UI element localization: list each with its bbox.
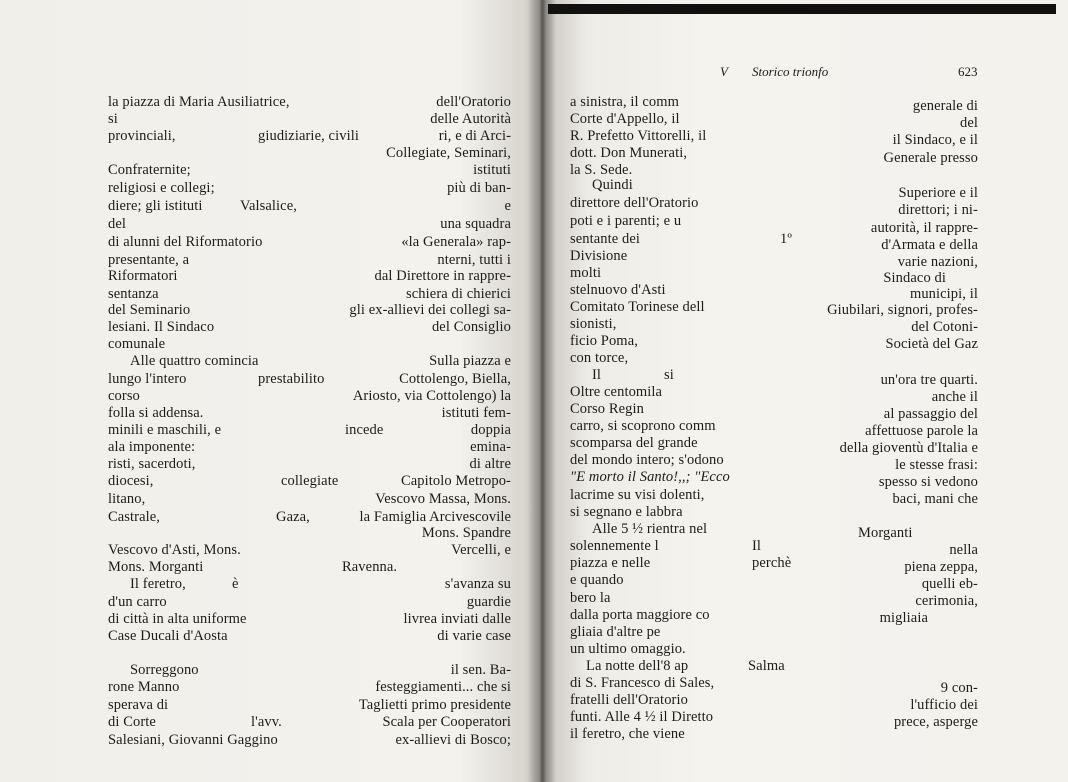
- text-line: istituti fem-: [441, 405, 511, 421]
- text-line: baci, mani che: [892, 491, 978, 507]
- text-line: le stesse frasi:: [895, 457, 978, 473]
- text-line: Scala per Cooperatori: [382, 714, 511, 730]
- text-line: sentante dei: [570, 231, 641, 247]
- text-line: Superiore e il: [898, 185, 978, 201]
- text-line: si segnano e labbra: [570, 504, 683, 520]
- text-line: Il: [592, 367, 602, 383]
- text-line: la Famiglia Arcivescovile: [359, 509, 511, 525]
- text-line: "E morto il Santo!,,; "Ecco: [570, 469, 730, 485]
- text-line: funti. Alle 4 ½ il Diretto: [570, 709, 714, 725]
- text-line: anche il: [931, 389, 978, 405]
- text-line: comunale: [108, 336, 166, 352]
- text-line: a sinistra, il comm: [570, 94, 680, 110]
- text-line: nella: [949, 542, 978, 558]
- text-line: generale di: [912, 98, 978, 114]
- text-line: R. Prefetto Vittorelli, il: [570, 128, 707, 144]
- text-line: Alle quattro comincia: [130, 353, 259, 369]
- text-line: direttore dell'Oratorio: [570, 195, 699, 211]
- text-line: di città in alta uniforme: [108, 611, 247, 627]
- header-part: V: [720, 64, 728, 79]
- header-title: Storico trionfo: [752, 64, 829, 79]
- text-line: Mons. Spandre: [421, 525, 511, 541]
- text-line: perchè: [752, 555, 792, 571]
- text-line: Salma: [748, 658, 785, 674]
- text-line: Sorreggono: [130, 662, 199, 678]
- text-line: rone Manno: [108, 679, 180, 695]
- text-line: 9 con-: [940, 680, 978, 696]
- text-line: collegiate: [281, 473, 339, 489]
- text-line: di S. Francesco di Sales,: [570, 675, 715, 691]
- text-line: Oltre centomila: [570, 384, 663, 400]
- text-line: solennemente l: [570, 538, 659, 554]
- text-line: Confraternite;: [108, 162, 191, 178]
- text-line: di varie case: [437, 628, 511, 644]
- text-line: diere; gli istituti: [108, 198, 203, 214]
- text-line: diocesi,: [108, 473, 154, 489]
- text-line: di Corte: [108, 714, 156, 730]
- text-line: fratelli dell'Oratorio: [570, 692, 688, 708]
- text-line: cerimonia,: [915, 593, 978, 609]
- text-line: il sen. Ba-: [450, 662, 511, 678]
- text-line: piazza e nelle: [570, 555, 651, 571]
- text-line: prece, asperge: [893, 714, 978, 730]
- text-line: Il feretro,: [130, 576, 186, 592]
- text-line: quelli eb-: [921, 576, 978, 592]
- text-line: Gaza,: [276, 509, 310, 525]
- text-line: delle Autorità: [430, 111, 511, 127]
- text-line: nterni, tutti i: [437, 252, 511, 268]
- text-line: si: [664, 367, 674, 383]
- text-line: un ultimo omaggio.: [570, 641, 686, 657]
- text-line: dal Direttore in rappre-: [374, 268, 511, 284]
- text-line: Vescovo Massa, Mons.: [375, 491, 511, 507]
- text-line: presentante, a: [108, 252, 190, 268]
- text-line: varie nazioni,: [897, 254, 978, 270]
- text-line: Case Ducali d'Aosta: [108, 628, 228, 644]
- text-line: La notte dell'8 ap: [586, 658, 689, 674]
- text-line: gliaia d'altre pe: [570, 624, 661, 640]
- text-line: è: [232, 576, 239, 592]
- text-line: Riformatori: [108, 268, 178, 284]
- text-line: ex-allievi di Bosco;: [395, 732, 511, 748]
- text-line: si: [108, 111, 118, 127]
- text-line: Morganti: [858, 525, 913, 541]
- text-line: d'Armata e della: [881, 237, 978, 253]
- text-line: sentanza: [108, 286, 159, 302]
- text-line: gli ex-allievi dei collegi sa-: [349, 302, 511, 318]
- text-line: dalla porta maggiore co: [570, 607, 710, 623]
- text-line: Divisione: [570, 248, 628, 264]
- text-line: di altre: [469, 456, 511, 472]
- text-line: della gioventù d'Italia e: [839, 440, 978, 456]
- text-line: autorità, il rappre-: [870, 220, 978, 236]
- text-line: del: [959, 115, 978, 131]
- text-line: giudiziarie, civili: [258, 128, 359, 144]
- page-number: 623: [958, 64, 978, 79]
- text-line: Corte d'Appello, il: [570, 111, 680, 127]
- text-line: il feretro, che viene: [570, 726, 685, 742]
- book-gutter: [528, 0, 556, 782]
- text-line: migliaia: [879, 610, 928, 626]
- text-line: Quindi: [592, 177, 633, 193]
- text-line: 1º: [780, 231, 792, 247]
- text-line: «la Generala» rap-: [401, 234, 511, 250]
- text-line: religiosi e collegi;: [108, 180, 215, 196]
- text-line: l'avv.: [251, 714, 282, 730]
- text-line: direttori; i ni-: [898, 202, 978, 218]
- text-line: prestabilito: [258, 371, 325, 387]
- text-line: l'ufficio dei: [910, 697, 978, 713]
- text-line: stelnuovo d'Asti: [570, 282, 666, 298]
- text-line: Ariosto, via Cottolengo) la: [352, 388, 511, 404]
- text-line: incede: [345, 422, 384, 438]
- text-line: bero la: [570, 590, 611, 606]
- text-line: del Seminario: [108, 302, 191, 318]
- text-line: Collegiate, Seminari,: [386, 145, 511, 161]
- text-line: e: [504, 198, 511, 214]
- text-line: piena zeppa,: [904, 559, 978, 575]
- text-line: Corso Regin: [570, 401, 645, 417]
- text-line: e quando: [570, 572, 624, 588]
- text-line: Salesiani, Giovanni Gaggino: [108, 732, 278, 748]
- text-line: doppia: [470, 422, 511, 438]
- text-line: festeggiamenti... che si: [375, 679, 511, 695]
- text-line: risti, sacerdoti,: [108, 456, 196, 472]
- text-line: ala imponente:: [108, 439, 196, 455]
- text-line: Ravenna.: [342, 559, 398, 575]
- text-line: carro, si scoprono comm: [570, 418, 716, 434]
- text-line: la piazza di Maria Ausiliatrice,: [108, 94, 290, 110]
- text-line: lacrime su visi dolenti,: [570, 487, 705, 503]
- text-line: Generale presso: [883, 150, 978, 166]
- text-line: spesso si vedono: [878, 474, 978, 490]
- text-line: poti e i parenti; e u: [570, 213, 682, 229]
- text-line: la S. Sede.: [570, 162, 633, 178]
- text-line: Sindaco di: [883, 270, 946, 286]
- text-line: Vercelli, e: [451, 542, 511, 558]
- text-line: Castrale,: [108, 509, 161, 525]
- text-line: del Cotoni-: [911, 319, 978, 335]
- text-line: dell'Oratorio: [436, 94, 511, 110]
- text-line: d'un carro: [108, 594, 167, 610]
- text-line: ri, e di Arci-: [438, 128, 511, 144]
- text-line: s'avanza su: [444, 576, 511, 592]
- text-line: un'ora tre quarti.: [880, 372, 978, 388]
- text-line: Valsalice,: [240, 198, 297, 214]
- text-line: il Sindaco, e il: [892, 132, 978, 148]
- text-line: ficio Poma,: [570, 333, 638, 349]
- text-line: molti: [570, 265, 602, 281]
- text-line: dott. Don Munerati,: [570, 145, 688, 161]
- text-line: sperava di: [108, 697, 169, 713]
- text-line: sionisti,: [570, 316, 617, 332]
- text-line: istituti: [473, 162, 511, 178]
- text-line: del mondo intero; s'odono: [570, 452, 724, 468]
- text-line: Vescovo d'Asti, Mons.: [108, 542, 241, 558]
- text-line: emina-: [470, 439, 511, 455]
- text-line: Società del Gaz: [885, 336, 978, 352]
- text-line: Il: [752, 538, 762, 554]
- text-line: Alle 5 ½ rientra nel: [592, 521, 708, 537]
- text-line: al passaggio del: [883, 406, 978, 422]
- text-line: del: [108, 216, 127, 232]
- text-line: provinciali,: [108, 128, 176, 144]
- text-line: affettuose parole la: [865, 423, 978, 439]
- text-line: Capitolo Metropo-: [400, 473, 511, 489]
- text-line: Giubilari, signori, profes-: [827, 302, 978, 318]
- text-line: schiera di chierici: [406, 286, 511, 302]
- text-line: scomparsa del grande: [570, 435, 698, 451]
- text-line: Mons. Morganti: [108, 559, 204, 575]
- text-line: del Consiglio: [431, 319, 511, 335]
- text-line: Sulla piazza e: [429, 353, 511, 369]
- text-line: una squadra: [440, 216, 511, 232]
- text-line: di alunni del Riformatorio: [108, 234, 263, 250]
- text-line: con torce,: [570, 350, 629, 366]
- text-line: lungo l'intero: [108, 371, 187, 387]
- scan-edge-bar: [548, 4, 1056, 14]
- text-line: Comitato Torinese dell: [570, 299, 705, 315]
- text-line: folla si addensa.: [108, 405, 204, 421]
- text-line: corso: [108, 388, 140, 404]
- text-line: più di ban-: [447, 180, 511, 196]
- text-line: livrea inviati dalle: [403, 611, 511, 627]
- text-line: minili e maschili, e: [108, 422, 222, 438]
- text-line: litano,: [108, 491, 146, 507]
- text-line: lesiani. Il Sindaco: [108, 319, 215, 335]
- text-line: municipi, il: [909, 286, 978, 302]
- text-line: Cottolengo, Biella,: [399, 371, 511, 387]
- text-line: guardie: [466, 594, 511, 610]
- text-line: Taglietti primo presidente: [358, 697, 511, 713]
